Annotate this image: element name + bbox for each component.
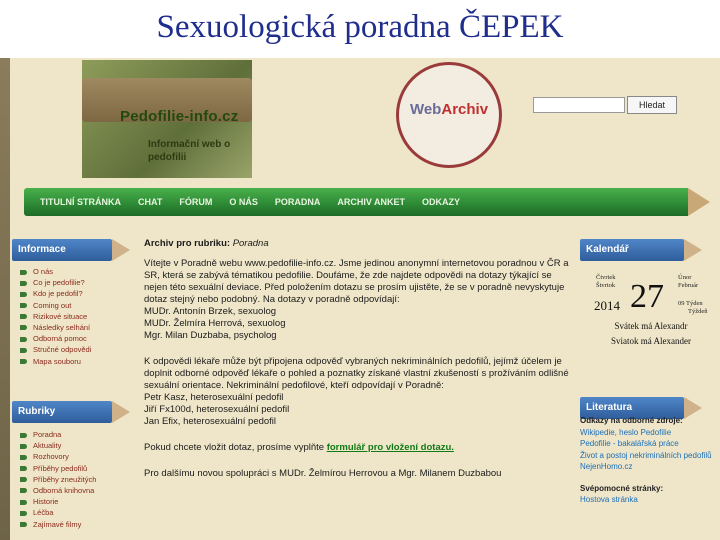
menu-item-mapa-souboru[interactable]	[20, 356, 91, 367]
menu-item-label: Rizikové situace	[33, 311, 88, 321]
menu-item-label: Poradna	[33, 430, 62, 439]
bullet-icon	[20, 359, 27, 364]
nav-forum[interactable]: FÓRUM	[179, 197, 213, 207]
menu-item-pribehy-pedofilu[interactable]	[20, 463, 96, 474]
kalendar-heading-label: Kalendář	[586, 244, 629, 255]
menu-item-zajimave-filmy[interactable]	[20, 519, 96, 530]
cal-day-name-sk: Štvrtok	[596, 282, 616, 289]
site-logo[interactable]	[82, 60, 252, 178]
informace-heading	[12, 239, 112, 261]
rubriky-pencil-tip	[112, 401, 130, 423]
respondent-line: Jan Efix, heterosexuální pedofil	[144, 416, 277, 427]
rubriky-heading-label: Rubriky	[18, 406, 56, 417]
site-title: Pedofilie-info.cz	[120, 108, 239, 125]
nav-poradna[interactable]: PORADNA	[274, 197, 321, 207]
cal-day-name	[596, 274, 616, 290]
lit-link-bachelor-thesis[interactable]: Pedofilie - bakalářská práce	[580, 439, 679, 448]
kalendar-heading	[580, 239, 684, 261]
menu-item-strucne-odpovedi[interactable]	[20, 344, 91, 355]
left-border-strip	[0, 58, 10, 540]
menu-item-lecba[interactable]	[20, 507, 96, 518]
bullet-icon	[20, 488, 27, 493]
bullet-icon	[20, 444, 27, 449]
menu-item-o-nas[interactable]	[20, 266, 91, 277]
menu-item-co-je-pedofilie[interactable]	[20, 277, 91, 288]
cal-week	[678, 300, 708, 316]
bullet-icon	[20, 348, 27, 353]
bullet-icon	[20, 511, 27, 516]
search-button[interactable]: Hledat	[627, 96, 677, 114]
intro-paragraph	[144, 258, 574, 342]
rubriky-heading	[12, 401, 112, 423]
informace-menu	[20, 266, 91, 367]
cal-month-sk: Február	[678, 282, 699, 289]
bullet-icon	[20, 281, 27, 286]
cal-day-name-cz: Čtvrtek	[596, 274, 616, 281]
site-subtitle: Informační web o pedofilii	[148, 139, 231, 163]
menu-item-aktuality[interactable]	[20, 440, 96, 451]
nav-odkazy[interactable]: ODKAZY	[422, 197, 461, 207]
expert-line: MUDr. Želmíra Herrová, sexuolog	[144, 318, 286, 329]
lit-selfhelp-heading: Svépomocné stránky:	[580, 483, 664, 493]
lit-sources-heading: Odkazy na odborné zdroje:	[580, 416, 683, 425]
menu-item-label: Léčba	[33, 508, 54, 518]
nameday-sk: Sviatok má Alexander	[611, 336, 691, 346]
thanks-paragraph: Pro dalšímu novou spolupráci s MUDr. Želmírou Herrovou a Mgr. Milanem Duzbabou	[144, 468, 502, 479]
lit-link-wikipedia[interactable]: Wikipedie, heslo Pedofilie	[580, 427, 672, 437]
cal-day-number: 27	[630, 278, 664, 315]
bullet-icon	[20, 477, 27, 482]
menu-item-odborna-knihovna[interactable]	[20, 485, 96, 496]
menu-item-rizikove-situace[interactable]	[20, 311, 91, 322]
expert-line: Mgr. Milan Duzbaba, psycholog	[144, 330, 277, 341]
menu-item-label: Co je pedofilie?	[33, 278, 85, 288]
archive-heading	[144, 238, 574, 250]
bullet-icon	[20, 337, 27, 342]
kalendar-pencil-tip	[684, 239, 702, 261]
bullet-icon	[20, 466, 27, 471]
menu-item-label: Zajímavé filmy	[33, 519, 82, 529]
menu-item-label: Příběhy pedofilů	[33, 463, 88, 473]
menu-item-label: Následky selhání	[33, 322, 91, 332]
calendar-widget	[588, 266, 714, 348]
cal-month-cz: Únor	[678, 274, 692, 281]
website-screenshot	[0, 58, 720, 540]
pedophile-paragraph	[144, 356, 574, 428]
nav-titulni-stranka[interactable]: TITULNÍ STRÁNKA	[40, 197, 121, 207]
menu-item-label: O nás	[33, 267, 54, 276]
menu-item-label: Odborná pomoc	[33, 334, 87, 344]
cal-week-number: 09	[678, 300, 685, 307]
pedophile-text: K odpovědi lékaře může být připojena odpověď vybraných nekriminálních pedofilů, jejímž účelem je doplnit odborné odpověď lékaře o pohled a poznatky získané vlastní zkušeností s prožíváním odlišné sexuální orientace. Nekriminální pedofilové, kteří odpovídají v Poradně:	[144, 356, 569, 391]
bullet-icon	[20, 292, 27, 297]
menu-item-label: Rozhovory	[33, 452, 69, 462]
menu-item-pribehy-zneuzitych[interactable]	[20, 474, 96, 485]
expert-line: MUDr. Antonín Brzek, sexuolog	[144, 306, 277, 317]
search-input[interactable]	[533, 97, 625, 113]
lit-link-nejenhomo[interactable]: NejenHomo.cz	[580, 462, 633, 471]
informace-pencil-tip	[112, 239, 130, 261]
cal-month	[678, 274, 698, 290]
bullet-icon	[20, 303, 27, 308]
cal-week-label-cz: Týden	[686, 300, 703, 307]
bullet-icon	[20, 270, 27, 275]
nav-pencil-tip	[688, 188, 710, 216]
menu-item-label: Aktuality	[33, 441, 62, 451]
form-paragraph	[144, 442, 574, 454]
bullet-icon	[20, 433, 27, 438]
webarchiv-label	[399, 101, 499, 118]
cal-year: 2014	[594, 298, 620, 313]
slide-title: Sexuologická poradna ČEPEK	[156, 9, 564, 45]
bullet-icon	[20, 314, 27, 319]
menu-item-coming-out[interactable]	[20, 300, 91, 311]
webarchiv-prefix: Web	[409, 101, 442, 118]
menu-item-rozhovory[interactable]	[20, 451, 96, 462]
menu-item-label: Mapa souboru	[33, 356, 81, 366]
intro-text: Vítejte v Poradně webu www.pedofilie-info.cz. Jsme jedinou anonymní internetovou poradnou v ČR a SR, která se zabývá tématikou pedofilie. Doufáme, že zde najdete odpovědi na dotazy týkající se nejen této sexuální deviace. Před položením dotazu se prosím ujistěte, že se v poradně nevyskytuje dotaz stejný nebo podobný. Na dotazy v poradně odpovídají:	[144, 258, 569, 305]
cal-week-label-sk: Týždeň	[688, 308, 708, 315]
main-content	[144, 238, 574, 494]
lit-link-hostova-stranka[interactable]: Hostova stránka	[580, 495, 638, 504]
menu-item-label: Coming out	[33, 300, 72, 310]
main-nav	[40, 188, 460, 216]
webarchiv-accent: Archiv	[441, 101, 489, 118]
menu-item-poradna[interactable]	[20, 429, 96, 440]
literature-list	[580, 415, 720, 506]
nav-o-nas[interactable]: O NÁS	[229, 197, 258, 207]
menu-item-label: Stručné odpovědi	[33, 345, 92, 355]
bullet-icon	[20, 500, 27, 505]
menu-item-odborna-pomoc[interactable]	[20, 333, 91, 344]
webarchiv-seal-icon[interactable]	[396, 62, 502, 168]
menu-item-kdo-je-pedofil[interactable]	[20, 288, 91, 299]
archive-label: Archiv pro rubriku:	[144, 238, 231, 249]
bullet-icon	[20, 455, 27, 460]
respondent-line: Petr Kasz, heterosexuální pedofil	[144, 392, 284, 403]
menu-item-label: Historie	[33, 497, 59, 507]
nav-chat[interactable]: CHAT	[138, 197, 163, 207]
menu-item-nasledky-selhani[interactable]	[20, 322, 91, 333]
nameday-cz: Svátek má Alexandr	[614, 321, 688, 331]
menu-item-label: Odborná knihovna	[33, 485, 95, 495]
menu-item-label: Příběhy zneužitých	[33, 474, 97, 484]
archive-value: Poradna	[232, 238, 269, 249]
menu-item-label: Kdo je pedofil?	[33, 289, 83, 299]
informace-heading-label: Informace	[18, 244, 66, 255]
rubriky-menu	[20, 429, 96, 530]
question-form-link[interactable]: formulář pro vložení dotazu.	[326, 442, 454, 453]
lit-link-life-of-pedophiles[interactable]: Život a postoj nekriminálních pedofilů	[580, 450, 712, 460]
bullet-icon	[20, 325, 27, 330]
form-prefix-text: Pokud chcete vložit dotaz, prosíme vyplňte	[144, 442, 325, 453]
nav-archiv-anket[interactable]: ARCHIV ANKET	[337, 197, 406, 207]
bullet-icon	[20, 522, 27, 527]
menu-item-historie[interactable]	[20, 496, 96, 507]
respondent-line: Jiří Fx100d, heterosexuální pedofil	[144, 404, 290, 415]
literatura-heading-label: Literatura	[586, 402, 633, 413]
